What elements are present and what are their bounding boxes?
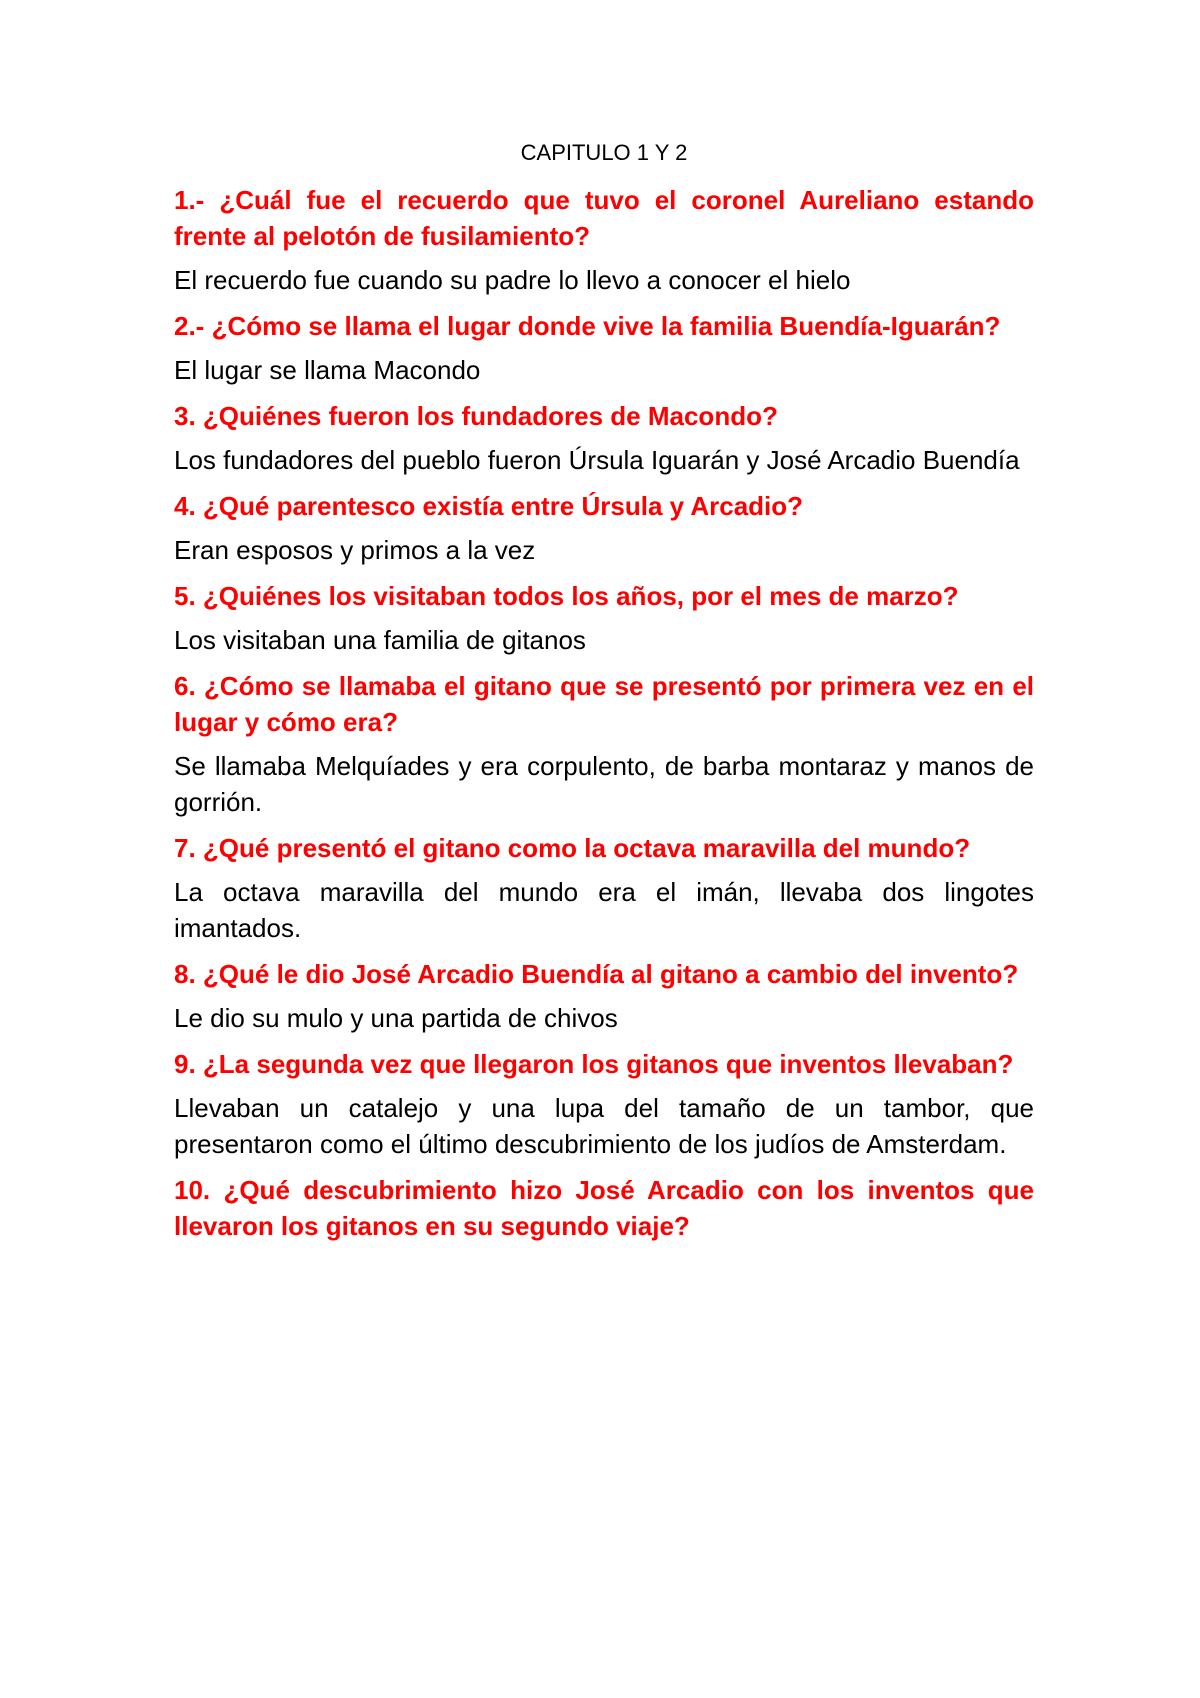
answer-9: Llevaban un catalejo y una lupa del tamaño de un tambor, que presentaron como el último descubrimiento de los judíos de Amsterdam. <box>174 1093 1034 1159</box>
qa-item-8 <box>174 956 1034 1036</box>
answer-8: Le dio su mulo y una partida de chivos <box>174 1003 618 1033</box>
question-9: 9. ¿La segunda vez que llegaron los gitanos que inventos llevaban? <box>174 1049 1014 1079</box>
qa-item-5 <box>174 578 1034 658</box>
question-7: 7. ¿Qué presentó el gitano como la octava maravilla del mundo? <box>174 833 971 863</box>
question-5: 5. ¿Quiénes los visitaban todos los años, por el mes de marzo? <box>174 581 959 611</box>
question-2: 2.- ¿Cómo se llama el lugar donde vive la familia Buendía-Iguarán? <box>174 311 1001 341</box>
qa-item-3 <box>174 398 1034 478</box>
answer-3: Los fundadores del pueblo fueron Úrsula Iguarán y José Arcadio Buendía <box>174 445 1020 475</box>
question-8: 8. ¿Qué le dio José Arcadio Buendía al gitano a cambio del invento? <box>174 959 1019 989</box>
qa-item-1 <box>174 182 1034 298</box>
qa-item-4 <box>174 488 1034 568</box>
document-title: CAPITULO 1 Y 2 <box>520 140 688 165</box>
qa-item-2 <box>174 308 1034 388</box>
question-10: 10. ¿Qué descubrimiento hizo José Arcadio con los inventos que llevaron los gitanos en su segundo viaje? <box>174 1175 1034 1241</box>
answer-1: El recuerdo fue cuando su padre lo llevo a conocer el hielo <box>174 265 851 295</box>
answer-4: Eran esposos y primos a la vez <box>174 535 536 565</box>
qa-item-10 <box>174 1172 1034 1244</box>
answer-5: Los visitaban una familia de gitanos <box>174 625 586 655</box>
question-1: 1.- ¿Cuál fue el recuerdo que tuvo el coronel Aureliano estando frente al pelotón de fusilamiento? <box>174 185 1034 251</box>
question-6: 6. ¿Cómo se llamaba el gitano que se presentó por primera vez en el lugar y cómo era? <box>174 671 1034 737</box>
answer-7: La octava maravilla del mundo era el imán, llevaba dos lingotes imantados. <box>174 877 1034 943</box>
question-4: 4. ¿Qué parentesco existía entre Úrsula y Arcadio? <box>174 491 804 521</box>
qa-item-9 <box>174 1046 1034 1162</box>
qa-item-7 <box>174 830 1034 946</box>
document-page <box>174 138 1034 1252</box>
question-3: 3. ¿Quiénes fueron los fundadores de Macondo? <box>174 401 778 431</box>
qa-item-6 <box>174 668 1034 820</box>
answer-6: Se llamaba Melquíades y era corpulento, de barba montaraz y manos de gorrión. <box>174 751 1034 817</box>
answer-2: El lugar se llama Macondo <box>174 355 481 385</box>
